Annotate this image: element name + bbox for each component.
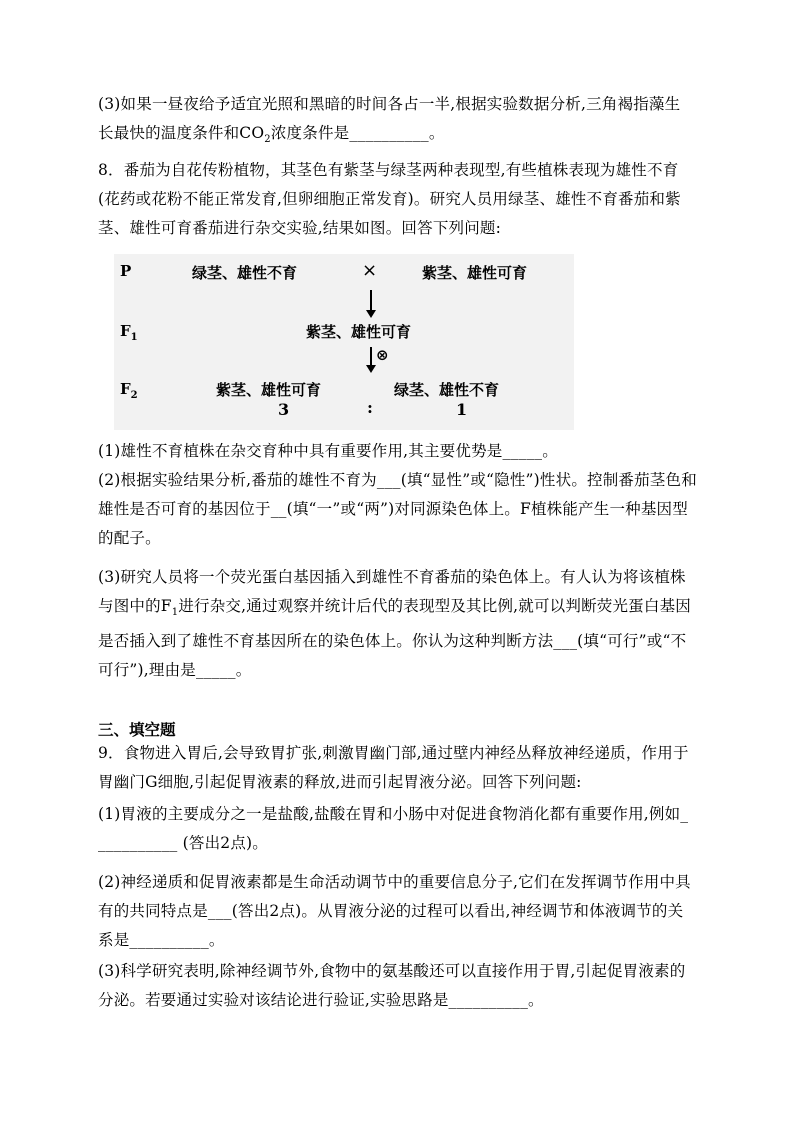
q8-part3: (3)研究人员将一个荧光蛋白基因插入到雄性不育番茄的染色体上。有人认为将该植株与图中的$F_1$进行杂交,通过观察并统计后代的表现型及其比例,就可以判断荧光蛋白基因是否插入到了雄性不育基因所在的染色体上。你认为这种判断方法___(填“可行”或“不可行”),理由是_____。	[98, 568, 691, 680]
f1-subscript: 1	[171, 607, 179, 619]
q8-part1: (1)雄性不育植株在杂交育种中具有重要作用,其主要优势是_____。	[98, 442, 558, 460]
f1-label: $F_1$	[120, 322, 138, 343]
self-cross-symbol: ⊗	[376, 346, 389, 364]
q8-stem: 8．番茄为自花传粉植物，其茎色有紫茎与绿茎两种表现型,有些植株表现为雄性不育(花药或花粉不能正常发育,但卵细胞正常发育)。研究人员用绿茎、雄性不育番茄和紫茎、雄性可育番茄进行杂交实验,结果如图。回答下列问题:	[98, 161, 681, 237]
ratio-right: 1	[456, 400, 468, 419]
arrowhead-f1-to-f2	[366, 365, 376, 373]
p-label: P	[120, 262, 132, 280]
q9-part1: (1)胃液的主要成分之一是盐酸,盐酸在胃和小肠中对促进食物消化都有重要作用,例如_ __________ (答出2点)。	[98, 805, 694, 852]
q7-part3	[98, 90, 698, 154]
q7-part3-line2b: 浓度条件是__________。	[270, 124, 445, 142]
arrow-p-to-f1	[370, 290, 372, 312]
ratio-left: 3	[278, 400, 290, 419]
f1-phenotype: 紫茎、雄性可育	[306, 323, 412, 341]
cross-diagram	[114, 254, 574, 430]
p-left-phenotype: 绿茎、雄性不育	[192, 264, 298, 282]
p-right-phenotype: 紫茎、雄性可育	[422, 264, 528, 282]
q9-part3: (3)科学研究表明,除神经调节外,食物中的氨基酸还可以直接作用于胃,引起促胃液素的分泌。若要通过实验对该结论进行验证,实验思路是__________。	[98, 962, 686, 1009]
f2-label: $F_2$	[120, 380, 138, 401]
section-heading: 三、填空题	[98, 721, 176, 739]
q8-part2: (2)根据实验结果分析,番茄的雄性不育为___(填“显性”或“隐性”)性状。控制番茄茎色和雄性是否可育的基因位于__(填“一”或“两”)对同源染色体上。F植株能产生一种基因型的配子。	[98, 471, 697, 547]
q9-stem: 9．食物进入胃后,会导致胃扩张,刺激胃幽门部,通过壁内神经丛释放神经递质，作用于胃幽门G细胞,引起促胃液素的释放,进而引起胃液分泌。回答下列问题:	[98, 744, 689, 791]
co2-subscript: 2	[264, 134, 271, 146]
arrowhead-p-to-f1	[366, 310, 376, 318]
q9-part2: (2)神经递质和促胃液素都是生命活动调节中的重要信息分子,它们在发挥调节作用中具有的共同特点是___(答出2点)。从胃液分泌的过程可以看出,神经调节和体液调节的关系是__________。	[98, 873, 691, 949]
cross-symbol: ×	[362, 260, 378, 281]
arrow-f1-to-f2	[370, 347, 372, 367]
q7-part3-line1: (3)如果一昼夜给予适宜光照和黑暗的时间各占一半,根据实验数据分析,三角褐指藻生	[98, 95, 681, 113]
ratio-separator: :	[367, 398, 373, 417]
f2-right-phenotype: 绿茎、雄性不育	[394, 381, 500, 399]
q7-part3-line2a: 长最快的温度条件和CO	[98, 124, 265, 142]
f2-left-phenotype: 紫茎、雄性可育	[216, 381, 322, 399]
